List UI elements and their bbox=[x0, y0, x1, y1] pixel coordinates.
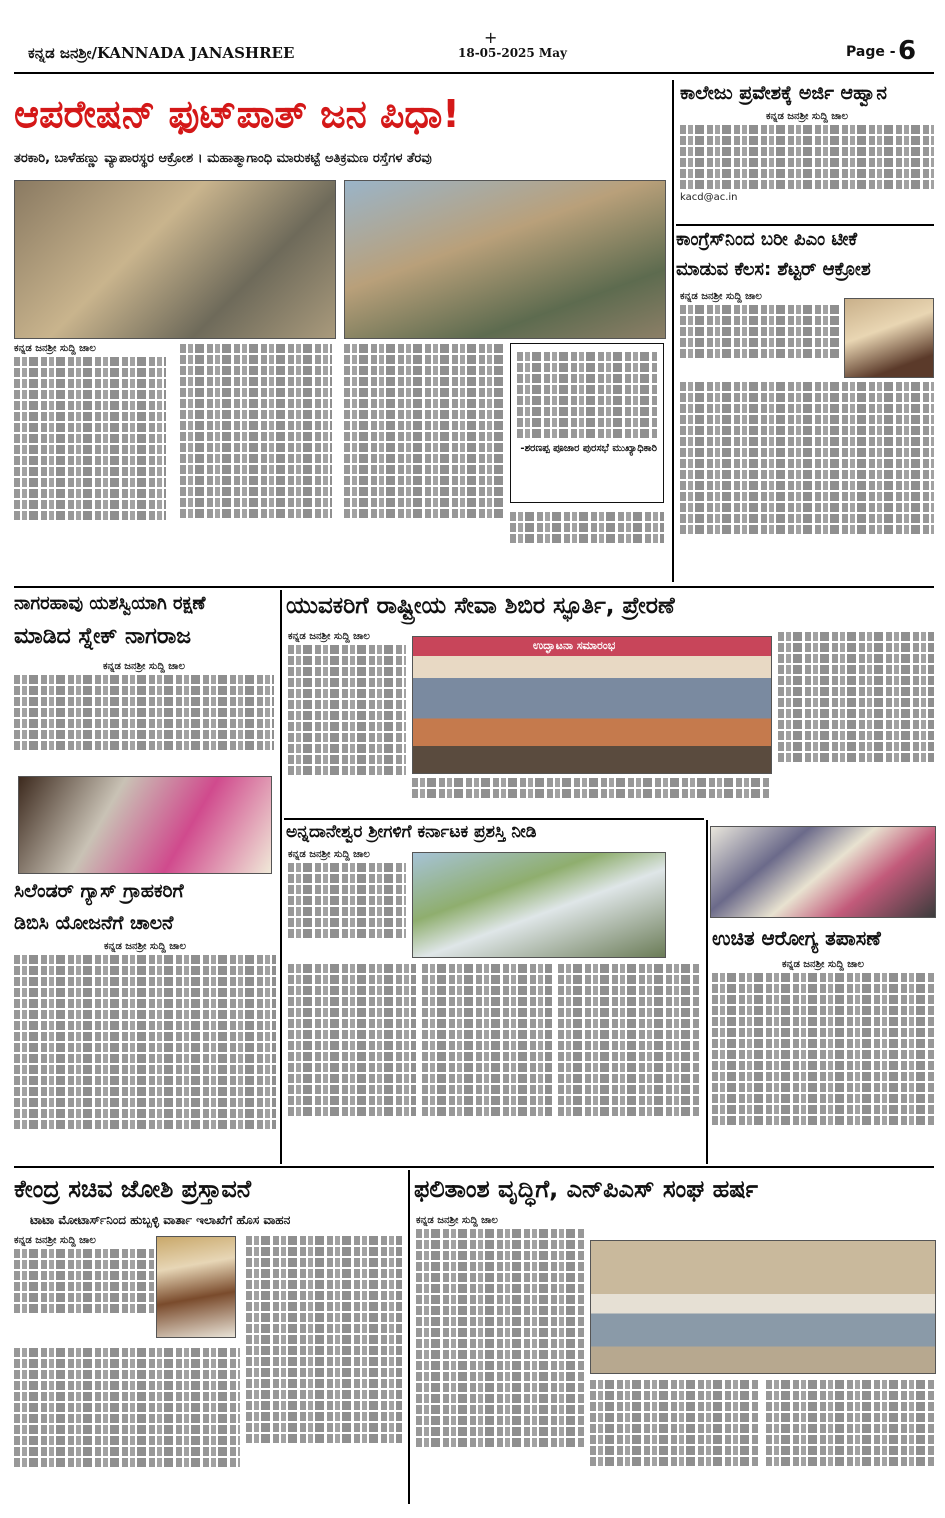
health-photo bbox=[710, 826, 936, 918]
lead-headline: ಆಪರೇಷನ್ ಫುಟ್‌ಪಾತ್ ಜನ ಪಿಧಾ! bbox=[14, 92, 460, 136]
nss-col-1 bbox=[288, 630, 406, 812]
health-col-divider bbox=[706, 820, 708, 1164]
health-byline: ಕನ್ನಡ ಜನಶ್ರೀ ಸುದ್ದಿ ಜಾಲ bbox=[782, 959, 864, 970]
page-number: 6 bbox=[898, 36, 917, 66]
nss-banner-text: ಉದ್ಘಾಟನಾ ಸಮಾರಂಭ bbox=[533, 639, 616, 652]
award-col-2 bbox=[288, 962, 416, 1162]
award-byline: ಕನ್ನಡ ಜನಶ್ರೀ ಸುದ್ದಿ ಜಾಲ bbox=[288, 849, 370, 860]
quote-signature: -ಶರಣಪ್ಪ ಪೂಜಾರ ಪುರಸಭೆ ಮುಖ್ಯಾಧಿಕಾರಿ bbox=[520, 443, 657, 454]
college-headline: ಕಾಲೇಜು ಪ್ರವೇಶಕ್ಕೆ ಅರ್ಜಿ ಆಹ್ವಾನ bbox=[680, 82, 887, 104]
result-col-3 bbox=[766, 1378, 934, 1502]
nss-byline: ಕನ್ನಡ ಜನಶ್ರೀ ಸುದ್ದಿ ಜಾಲ bbox=[288, 631, 370, 642]
joshi-col-1 bbox=[14, 1234, 154, 1344]
left-col-divider bbox=[280, 590, 282, 1164]
gas-photo bbox=[18, 776, 272, 874]
lead-subhead: ತರಕಾರಿ, ಬಾಳೆಹಣ್ಣು ವ್ಯಾಪಾರಸ್ಥರ ಆಕ್ರೋಶ । ಮಹಾತ್ಮಾಗಾಂಧಿ ಮಾರುಕಟ್ಟೆ ಅತಿಕ್ರಮಣ ರಸ್ತೆಗಳ ತೆರವು bbox=[14, 151, 432, 166]
congress-byline: ಕನ್ನಡ ಜನಶ್ರೀ ಸುದ್ದಿ ಜಾಲ bbox=[680, 291, 762, 302]
nss-headline: ಯುವಕರಿಗೆ ರಾಷ್ಟ್ರೀಯ ಸೇವಾ ಶಿಬಿರ ಸ್ಫೂರ್ತಿ, ಪ್ರೇರಣೆ bbox=[286, 593, 675, 619]
lead-quote-box bbox=[510, 343, 664, 503]
award-col-4 bbox=[558, 962, 700, 1162]
result-col-1 bbox=[416, 1214, 584, 1502]
snake-headline-1: ನಾಗರಹಾವು ಯಶಸ್ವಿಯಾಗಿ ರಕ್ಷಣೆ bbox=[14, 593, 206, 614]
nss-photo bbox=[412, 636, 772, 774]
health-body bbox=[712, 958, 934, 1162]
nss-col-2 bbox=[412, 776, 770, 816]
lead-col-2 bbox=[180, 342, 332, 557]
health-headline: ಉಚಿತ ಆರೋಗ್ಯ ತಪಾಸಣೆ bbox=[712, 926, 881, 950]
crop-mark-icon: + bbox=[484, 28, 498, 47]
college-byline: ಕನ್ನಡ ಜನಶ್ರೀ ಸುದ್ದಿ ಜಾಲ bbox=[766, 111, 848, 122]
joshi-col-3 bbox=[246, 1234, 402, 1502]
result-headline: ಫಲಿತಾಂಶ ವೃದ್ಧಿಗೆ, ಎನ್‌ಪಿಎಸ್ ಸಂಘ ಹರ್ಷ bbox=[414, 1175, 758, 1203]
award-col-3 bbox=[422, 962, 552, 1162]
page-label: Page - bbox=[846, 44, 896, 60]
section-rule-2 bbox=[14, 1166, 934, 1168]
masthead-rule bbox=[14, 72, 934, 74]
college-rule bbox=[676, 224, 934, 226]
snake-body bbox=[14, 660, 274, 770]
lead-photo-market bbox=[14, 180, 336, 339]
joshi-byline: ಕನ್ನಡ ಜನಶ್ರೀ ಸುದ್ದಿ ಜಾಲ bbox=[14, 1235, 96, 1246]
congress-col-top bbox=[680, 290, 840, 380]
college-body bbox=[680, 110, 934, 220]
congress-col-bottom bbox=[680, 380, 934, 580]
result-byline: ಕನ್ನಡ ಜನಶ್ರೀ ಸುದ್ದಿ ಜಾಲ bbox=[416, 1215, 498, 1226]
joshi-photo bbox=[156, 1236, 236, 1338]
joshi-headline: ಕೇಂದ್ರ ಸಚಿವ ಜೋಶಿ ಪ್ರಸ್ತಾವನೆ bbox=[14, 1175, 252, 1203]
nss-col-3 bbox=[778, 630, 934, 812]
gas-body bbox=[14, 940, 276, 1162]
lead-byline: ಕನ್ನಡ ಜನಶ್ರೀ ಸುದ್ದಿ ಜಾಲ bbox=[14, 343, 96, 354]
gas-headline-2: ಡಿಬಿಸಿ ಯೋಜನೆಗೆ ಚಾಲನೆ bbox=[14, 912, 174, 934]
lead-col-3 bbox=[344, 342, 504, 557]
bottom-col-divider bbox=[408, 1170, 410, 1504]
result-photo bbox=[590, 1240, 936, 1374]
right-col-divider bbox=[672, 80, 674, 582]
snake-byline: ಕನ್ನಡ ಜನಶ್ರೀ ಸುದ್ದಿ ಜಾಲ bbox=[103, 661, 185, 672]
masthead bbox=[0, 0, 945, 78]
award-photo bbox=[412, 852, 666, 958]
award-col-1 bbox=[288, 848, 406, 960]
lead-col-4 bbox=[510, 510, 664, 558]
gas-byline: ಕನ್ನಡ ಜನಶ್ರೀ ಸುದ್ದಿ ಜಾಲ bbox=[104, 941, 186, 952]
gas-headline-1: ಸಿಲೆಂಡರ್ ಗ್ಯಾಸ್ ಗ್ರಾಹಕರಿಗೆ bbox=[14, 880, 184, 902]
paper-name: ಕನ್ನಡ ಜನಶ್ರೀ/KANNADA JANASHREE bbox=[28, 44, 295, 62]
award-headline: ಅನ್ನದಾನೇಶ್ವರ ಶ್ರೀಗಳಿಗೆ ಕರ್ನಾಟಕ ಪ್ರಶಸ್ತಿ ನೀಡಿ bbox=[286, 822, 537, 842]
college-website: kacd@ac.in bbox=[680, 192, 738, 203]
lead-photo-bulldozer bbox=[344, 180, 666, 339]
snake-headline-2: ಮಾಡಿದ ಸ್ನೇಕ್ ನಾಗರಾಜ bbox=[14, 624, 192, 649]
lead-col-1 bbox=[14, 342, 166, 557]
section-rule-1 bbox=[14, 586, 934, 588]
joshi-col-2 bbox=[14, 1346, 240, 1502]
congress-headline-1: ಕಾಂಗ್ರೆಸ್‌ನಿಂದ ಬರೀ ಪಿಎಂ ಟೀಕೆ bbox=[676, 229, 858, 250]
congress-headline-2: ಮಾಡುವ ಕೆಲಸ: ಶೆಟ್ಟರ್ ಆಕ್ರೋಶ bbox=[676, 259, 871, 280]
issue-date: 18-05-2025 May bbox=[458, 46, 567, 60]
result-col-2 bbox=[590, 1378, 758, 1502]
congress-photo-portrait bbox=[844, 298, 934, 378]
joshi-subhead: ಟಾಟಾ ಮೋಟಾರ್ಸ್‌ನಿಂದ ಹುಬ್ಬಳ್ಳಿ ವಾರ್ತಾ ಇಲಾಖೆಗೆ ಹೊಸ ವಾಹನ bbox=[30, 1213, 291, 1227]
